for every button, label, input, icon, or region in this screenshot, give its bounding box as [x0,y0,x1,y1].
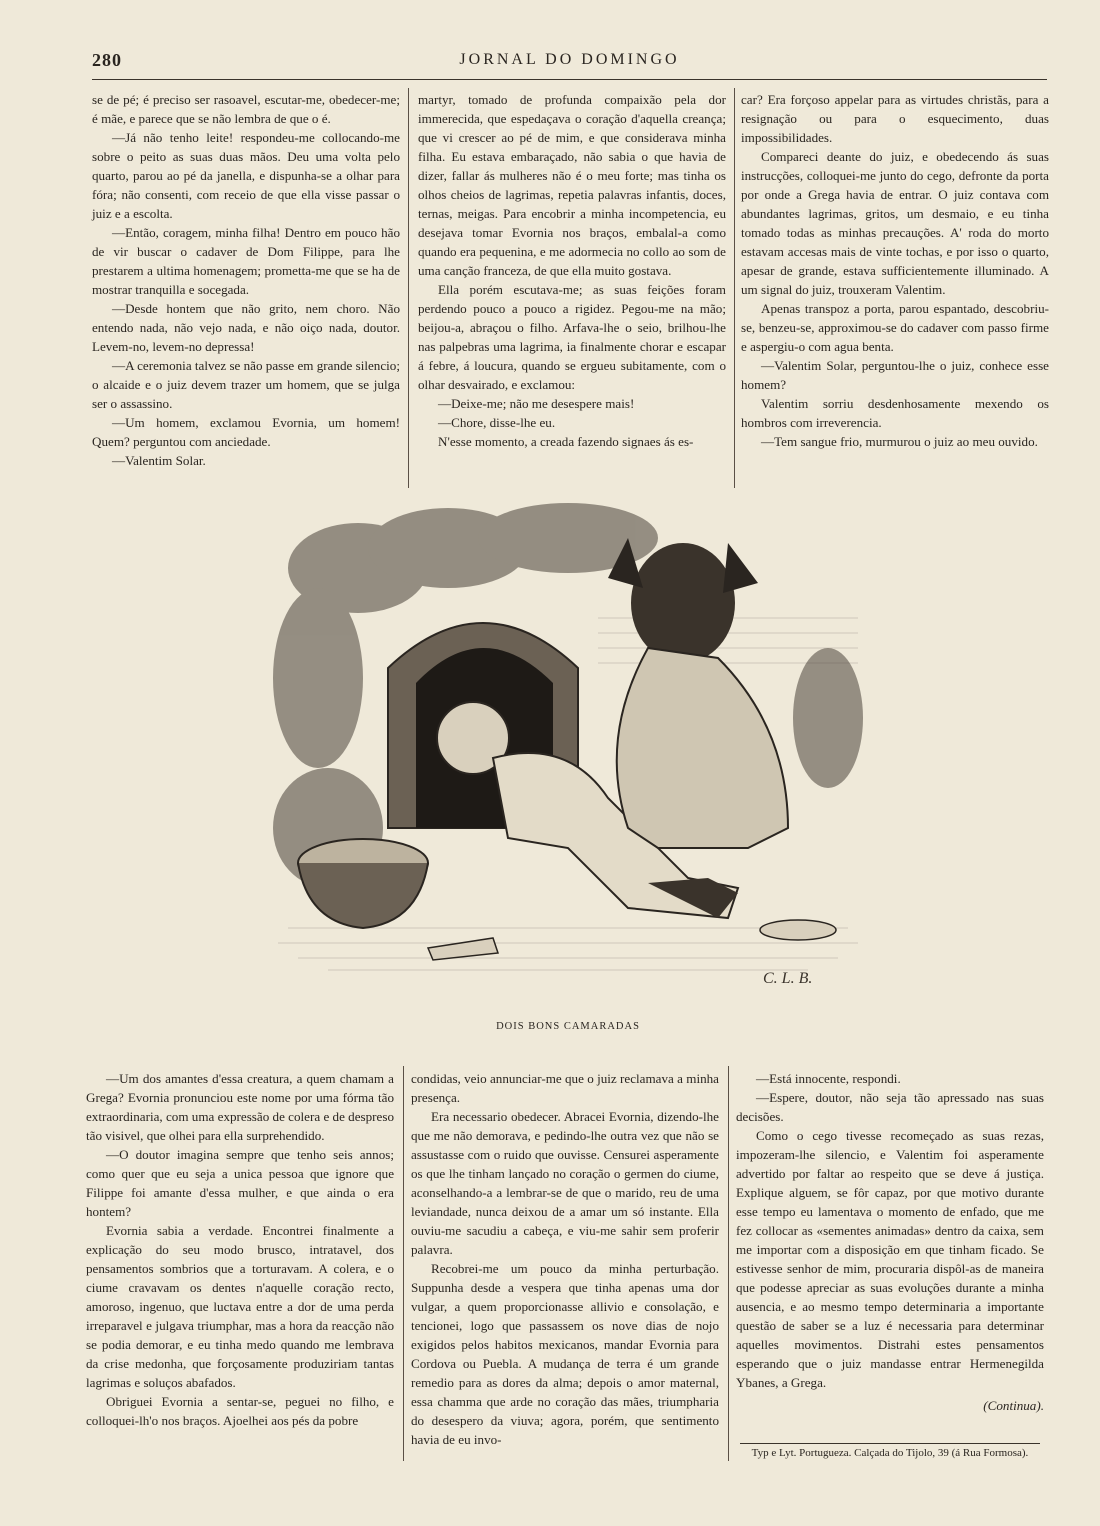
paragraph: Compareci deante do juiz, e obedecendo ás suas instrucções, colloquei-me junto do cego, defronte da porta por onde a Grega havia de entrar. O juiz contava com abundantes lagrimas, gritos, um desmaio, e eu tinha tomado todas as minhas precauções. A' roda do morto estavam accesas mais de vinte tochas, e por isso o quarto, apesar de grande, estava sufficientemente illuminado. A um signal do juiz, trouxeram Valentim. [741,149,1049,297]
paragraph: —Um homem, exclamou Evornia, um homem! Quem? perguntou com anciedade. [92,415,400,449]
paragraph: Apenas transpoz a porta, parou espantado, descobriu-se, benzeu-se, approximou-se do cadaver com passo firme e aspergiu-o com agua benta. [741,301,1049,354]
paragraph: Era necessario obedecer. Abracei Evornia, dizendo-lhe que me não demorava, e pedindo-lhe outra vez que não se assustasse com o ruido que ouvisse. Censurei asperamente os que lhe tinham lançado no coração o germen do ciume, aconselhando-a a lembrar-se de que o marido, reu de uma leviandade, nunca deixou de a amar um só instante. Ella ouviu-me sacudiu a cabeça, e viu-me sahir sem proferir palavra. [411,1109,719,1257]
printer-imprint: Typ e Lyt. Portugueza. Calçada do Tijolo, 39 (á Rua Formosa). [751,1447,1029,1459]
paragraph: —O doutor imagina sempre que tenho seis annos; como quer que eu seja a unica pessoa que ignore que Filippe foi amante d'essa mulher, e que ainda o era hontem? [86,1147,394,1219]
journal-title: JORNAL DO DOMINGO [459,51,680,68]
paragraph: se de pé; é preciso ser rasoavel, escutar-me, obedecer-me; é mãe, e parece que se não lembra de que o é. [92,92,400,126]
upper-left-column [92,90,400,470]
paragraph: Obriguei Evornia a sentar-se, peguei no filho, e colloquei-lh'o nos braços. Ajoelhei aos pés da pobre [86,1394,394,1428]
page-number: 280 [92,50,122,70]
column-divider [408,88,409,488]
paragraph: —Está innocente, respondi. [756,1071,901,1086]
upper-middle-column [418,90,726,451]
paragraph: —Chore, disse-lhe eu. [438,415,556,430]
paragraph: —Valentim Solar, perguntou-lhe o juiz, conhece esse homem? [741,358,1049,392]
paragraph: —Então, coragem, minha filha! Dentro em pouco hão de vir buscar o cadaver de Dom Filippe, para lhe prestarem a ultima homenagem; prometta-me que se ha de mostrar tranquilla e socegada. [92,225,400,297]
paragraph: Ella porém escutava-me; as suas feições foram perdendo pouco a pouco a rigidez. Pegou-me na mão; beijou-a, abraçou o filho. Arfava-lhe o seio, brilhou-lhe nas palpebras uma lagrima, ia finalmente chorar e escapar á febre, á loucura, quando se ergueu subitamente, com o olhar desvairado, e exclamou: [418,282,726,392]
bone [428,938,498,960]
paragraph: —Desde hontem que não grito, nem choro. Não entendo nada, não vejo nada, e não oiço nada, doutor. Levem-no, levem-no depressa! [92,301,400,354]
paragraph: car? Era forçoso appelar para as virtudes christãs, para a resignação ou para o esquecimento, duas impossibilidades. [741,92,1049,145]
bowl [298,839,428,928]
column-divider [734,88,735,488]
paragraph: —A ceremonia talvez se não passe em grande silencio; o alcaide e o juiz devem trazer um homem, que se julga ser o assassino. [92,358,400,411]
paragraph: —Já não tenho leite! respondeu-me collocando-me sobre o peito as suas duas mãos. Deu uma volta pelo quarto, parou ao pé da janella, e dispunha-se a olhar para fóra; não consenti, com receio de que ella visse passar o juiz e a escolta. [92,130,400,221]
paragraph: Valentim sorriu desdenhosamente mexendo os hombros com irreverencia. [741,396,1049,430]
paragraph: —Espere, doutor, não seja tão apressado nas suas decisões. [736,1090,1044,1124]
paragraph: —Um dos amantes d'essa creatura, a quem chamam a Grega? Evornia pronunciou este nome por uma fórma tão extraordinaria, com uma expressão de colera e de despreso tão visivel, que olhei para ella surprehendido. [86,1071,394,1143]
header-rule [92,79,1047,80]
paragraph: martyr, tomado de profunda compaixão pela dor immerecida, que espedaçava o coração d'aquella creança; que vi crescer ao pé de mim, e que considerava minha filha. Eu estava embaraçado, não sabia o que havia de dizer, fallar ás mulheres não é o meu forte; mas tinha os olhos cheios de lagrimas, repetia palavras infantis, doces, ternas, meigas. Para encobrir a minha incompetencia, eu desejava tomar Evornia nos braços, embalal-a como quando era pequenina, e me adormecia no collo ao som de uma canção franceza, de que ella muito gostava. [418,92,726,278]
dog-figure [608,538,788,848]
paragraph: condidas, veio annunciar-me que o juiz reclamava a minha presença. [411,1071,719,1105]
paragraph: —Tem sangue frio, murmurou o juiz ao meu ouvido. [761,434,1038,449]
paragraph: Como o cego tivesse recomeçado as suas rezas, impozeram-lhe silencio, e Valentim foi asperamente advertido por faltar ao respeito que se deve á justiça. Explique alguem, se fôr capaz, por que motivo durante esse tempo eu lamentava o momento de enfado, que me fez collocar as «sementes animadas» dentro da caixa, sem me importar com a disposição em que tinham ficado. Se estivesse senhor de mim, procuraria dispôl-as de maneira que podesse apreciar as suas evoluções durante a minha ausencia, e ao mesmo tempo determinaria a importante questão de saber se a luz é necessaria para determinar aquelles movimentos. Distrahi estes pensamentos esperando que o juiz mandasse entrar Hermenegilda Ybanes, a Grega. [736,1128,1044,1390]
imprint-rule [740,1443,1040,1444]
upper-right-column [741,90,1049,451]
paragraph: Recobrei-me um pouco da minha perturbação. Suppunha desde a vespera que tinha apenas uma dor vulgar, a quem proporcionasse allivio e consolação, e tencionei, logo que passassem os nove dias de nojo exigidos pelos habitos mexicanos, mandar Evornia para Cordova ou Puebla. A mudança de terra é um grande remedio para as dores da alma; depois o amor maternal, essa chamma que arde no coração das mães, triumpharia do desespero da viuva; agora, porém, que sentimento havia de eu invo- [411,1261,719,1447]
lower-right-column [736,1069,1044,1415]
plate [760,920,836,940]
column-divider [403,1066,404,1461]
paragraph: —Valentim Solar. [112,453,206,468]
lower-middle-column [411,1069,719,1449]
illustration-caption: DOIS BONS CAMARADAS [496,1021,640,1032]
continued-note: (Continua). [983,1398,1044,1413]
paragraph: N'esse momento, a creada fazendo signaes ás es- [438,434,694,449]
paragraph: —Deixe-me; não me desespere mais! [438,396,635,411]
lower-left-column [86,1069,394,1430]
column-divider [728,1066,729,1461]
engraver-signature: C. L. B. [763,970,813,987]
paragraph: Evornia sabia a verdade. Encontrei finalmente a explicação do seu modo brusco, intratavel, dos pensamentos sombrios que a torturavam. A colera, e o ciume cravavam os dentes n'aquelle coração recto, amoroso, ingenuo, que luctava entre a dor de uma perda irreparavel e julgava triumphar, mas a hora da reacção não se podia demorar, e eu tinha medo quando me lembrava da crise medonha, que forçosamente produziriam tantas lagrimas e soluços abafados. [86,1223,394,1390]
page-header [92,50,1047,72]
engraving-illustration [268,498,868,998]
